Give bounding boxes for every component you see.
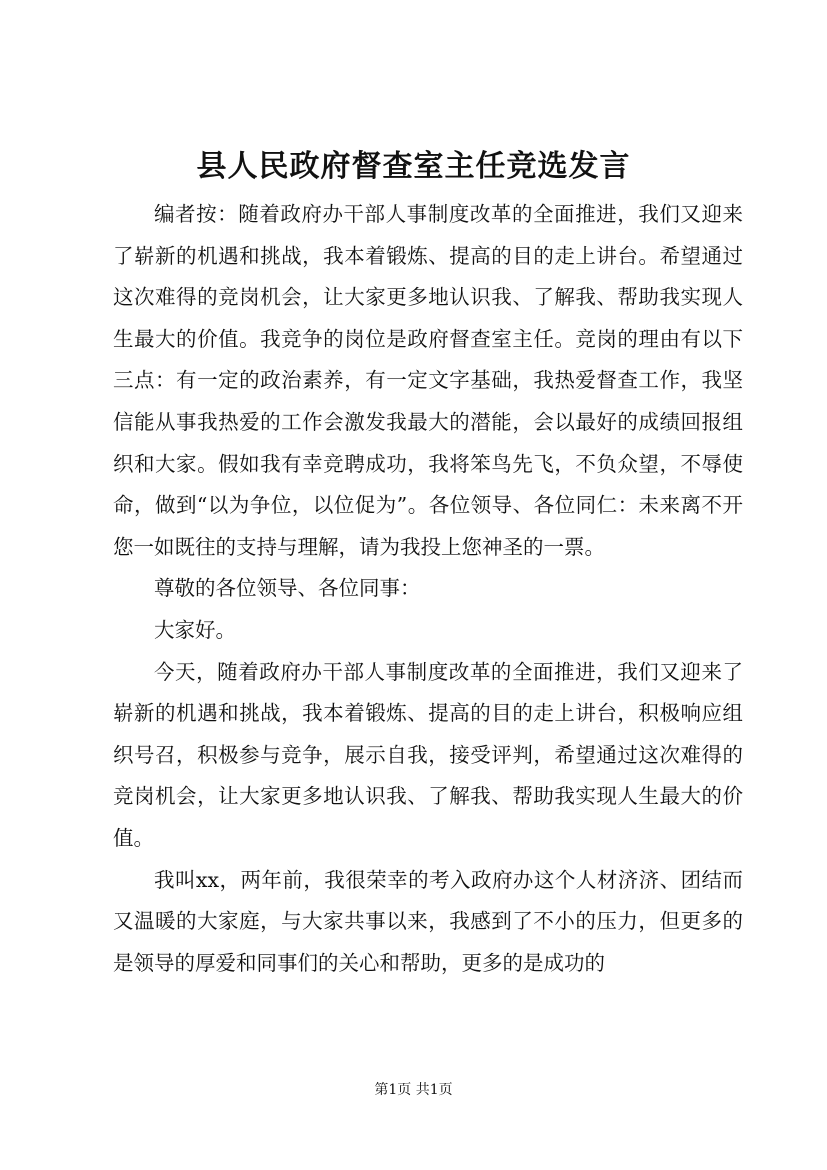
paragraph-self-intro: 我叫xx，两年前，我很荣幸的考入政府办这个人材济济、团结而又温暖的大家庭，与大家共事以来，我感到了不小的压力，但更多的是领导的厚爱和同事们的关心和帮助，更多的是成功的 <box>113 867 743 975</box>
document-title: 县人民政府督查室主任竞选发言 <box>196 149 631 184</box>
page-number-footer: 第1页 共1页 <box>374 1082 453 1098</box>
paragraph-greeting: 大家好。 <box>154 617 236 642</box>
paragraph-salutation: 尊敬的各位领导、各位同事： <box>154 576 421 601</box>
paragraph-editor-note: 编者按：随着政府办干部人事制度改革的全面推进，我们又迎来了崭新的机遇和挑战，我本着锻炼、提高的目的走上讲台。希望通过这次难得的竞岗机会，让大家更多地认识我、了解我、帮助我实现人生最大的价值。我竞争的岗位是政府督查室主任。竞岗的理由有以下三点：有一定的政治素养，有一定文字基础，我热爱督查工作，我坚信能从事我热爱的工作会激发我最大的潜能，会以最好的成绩回报组织和大家。假如我有幸竞聘成功，我将笨鸟先飞，不负众望，不辱使命，做到“以为争位，以位促为”。各位领导、各位同仁：未来离不开您一如既往的支持与理解，请为我投上您神圣的一票。 <box>113 202 743 559</box>
paragraph-intro: 今天，随着政府办干部人事制度改革的全面推进，我们又迎来了崭新的机遇和挑战，我本着锻炼、提高的目的走上讲台，积极响应组织号召，积极参与竞争，展示自我，接受评判，希望通过这次难得的竞岗机会，让大家更多地认识我、了解我、帮助我实现人生最大的价值。 <box>113 659 743 850</box>
document-body <box>113 194 743 984</box>
